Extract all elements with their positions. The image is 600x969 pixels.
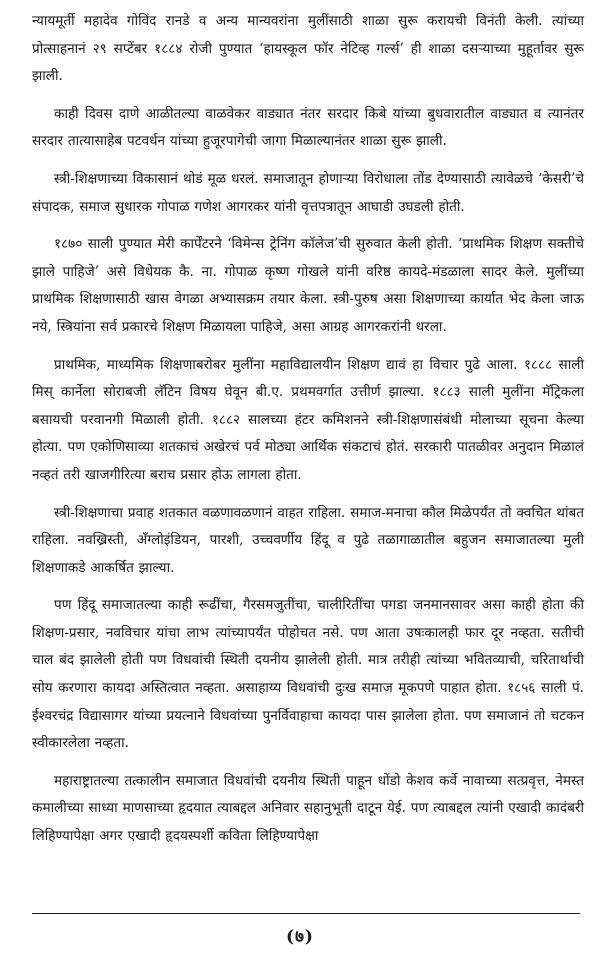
paragraph-6: स्त्री-शिक्षणाचा प्रवाह शतकात वळणावळणानं वाहत राहिला. समाज-मनाचा कौल मिळेपर्यंत तो क्वचित थांबत राहिला. नवख्रिस्ती, अँग्लोइंडियन, पारशी, उच्चवर्णीय हिंदू व पुढे तळागाळातील बहुजन समाजातल्या मुली शिक्षणाकडे आकर्षित झाल्या. xyxy=(32,504,584,576)
paragraph-5: प्राथमिक, माध्यमिक शिक्षणाबरोबर मुलींना महाविद्यालयीन शिक्षण द्यावं हा विचार पुढे आला. १८८८ साली मिस् कार्नेला सोराबजी लॅटिन विषय घेवून बी.ए. प्रथमवर्गात उत्तीर्ण झाल्या. १८८३ साली मुलींना मॅट्रिकला बसायची परवानगी मिळाली होती. १८८२ सालच्या हंटर कमिशनने स्त्री-शिक्षणासंबंधी मोलाच्या सूचना केल्या होत्या. पण एकोणिसाव्या शतकाचं अखेरचं पर्व मोठ्या आर्थिक संकटाचं होतं. सरकारी पातळीवर अनुदान मिळालं नव्हतं तरी खाजगीरित्या बराच प्रसार होऊ लागला होता. xyxy=(32,356,584,483)
paragraph-2: काही दिवस दाणे आळीतल्या वाळवेकर वाड्यात नंतर सरदार किबे यांच्या बुधवारातील वाड्यात व त्यानंतर सरदार तात्यासाहेब पटवर्धन यांच्या हुजूरपागेची जागा मिळाल्यानंतर शाळा सुरू झाली. xyxy=(32,105,584,150)
paragraph-8: महाराष्ट्रातल्या तत्कालीन समाजात विधवांची दयनीय स्थिती पाहून धोंडो केशव कर्वे नावाच्या सत्प्रवृत्त, नेमस्त कमालीच्या साध्या माणसाच्या हृदयात त्याबद्दल अनिवार सहानुभूती दाटून येई. पण त्याबद्दल त्यांनी एखादी कादंबरी लिहिण्यापेक्षा अगर एखादी हृदयस्पर्शी कविता लिहिण्यापेक्षा xyxy=(32,772,584,845)
page-number: (७) xyxy=(286,927,314,947)
paragraph-4: १८७० साली पुण्यात मेरी कार्पेंटरने ‘विमेन्स ट्रेनिंग कॉलेज’ची सुरुवात केली होती. ‘प्राथमिक शिक्षण सक्तीचे झाले पाहिजे’ असे विधेयक कै. ना. गोपाळ कृष्ण गोखले यांनी वरिष्ठ कायदे-मंडळाला सादर केले. मुलींच्या प्राथमिक शिक्षणासाठी खास वेगळा अभ्यासक्रम तयार केला. स्त्री-पुरुष असा शिक्षणाच्या कार्यात भेद केला जाऊ नये, स्त्रियांना सर्व प्रकारचे शिक्षण मिळायला पाहिजे, असा आग्रह आगरकरांनी धरला. xyxy=(32,236,584,335)
body-text xyxy=(32,8,584,851)
paragraph-1: न्यायमूर्ती महादेव गोविंद रानडे व अन्य मान्यवरांना मुलींसाठी शाळा सुरू करायची विनंती केली. त्यांच्या प्रोत्साहनानं २९ सप्टेंबर १८८४ रोजी पुण्यात ‘हायस्कूल फॉर नेटिव्ह गर्ल्स’ ही शाळा दसऱ्याच्या मुहूर्तावर सुरू झाली. xyxy=(32,13,584,85)
footer-rule xyxy=(32,913,580,914)
paragraph-7: पण हिंदू समाजातल्या काही रूढींचा, गैरसमजुतींचा, चालीरितींचा पगडा जनमानसावर असा काही होता की शिक्षण-प्रसार, नवविचार यांचा लाभ त्यांच्यापर्यंत पोहोचत नसे. पण आता उषःकालही फार दूर नव्हता. सतीची चाल बंद झालेली होती पण विधवांची स्थिती दयनीय झालेली होती. मात्र तरीही त्यांच्या भवितव्याची, चरितार्थाची सोय करणारा कायदा अस्तित्वात नव्हता. असाहाय्य विधवांची दुःख समाज मूकपणे पाहात होता. १८५६ साली पं. ईश्वरचंद्र विद्यासागर यांच्या प्रयत्नाने विधवांच्या पुनर्विवाहाचा कायदा पास झालेला होता. पण समाजानं तो चटकन स्वीकारलेला नव्हता. xyxy=(32,597,584,752)
paragraph-3: स्त्री-शिक्षणाच्या विकासानं थोडं मूळ धरलं. समाजातून होणाऱ्या विरोधाला तोंड देण्यासाठी त्यावेळचे ‘केसरी’चे संपादक, समाज सुधारक गोपाळ गणेश आगरकर यांनी वृत्तपत्रातून आघाडी उघडली होती. xyxy=(32,170,584,215)
